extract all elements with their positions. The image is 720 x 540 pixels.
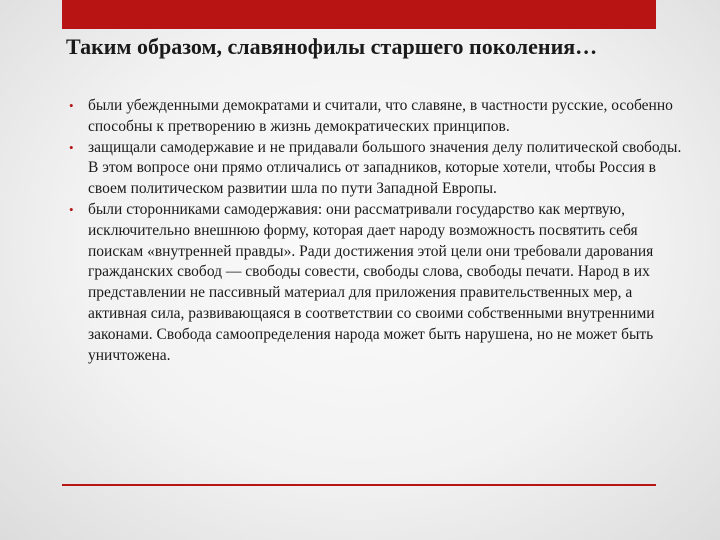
bullet-item-1 [66,96,686,138]
slide-title: Таким образом, славянофилы старшего поколения… [66,34,598,59]
bullet-icon: • [69,139,74,155]
bullet-item-3 [66,200,686,366]
bullet-text-3: были сторонниками самодержавия: они рассматривали государство как мертвую, исключительно внешнюю форму, которая дает народу возможность посвятить себя поискам «внутренней правды». Ради достижения этой цели они требовали дарования гражданских свобод — свободы совести, свободы слова, свободы печати. Народ в их представлении не пассивный материал для приложения правительственных мер, а активная сила, развивающаяся в соответствии со своими собственными внутренними законами. Свобода самоопределения народа может быть нарушена, но не может быть уничтожена. [88,200,655,364]
bullet-item-2 [66,138,686,200]
bottom-divider [62,484,656,486]
bullet-list [66,96,686,366]
bullet-text-2: защищали самодержавие и не придавали большого значения делу политической свободы. В этом вопросе они прямо отличались от западников, которые хотели, чтобы Россия в своем политическом развитии шла по пути Западной Европы. [88,138,682,198]
top-accent-bar [62,0,656,29]
bullet-text-1: были убежденными демократами и считали, что славяне, в частности русские, особенно способны к претворению в жизнь демократических принципов. [88,97,673,135]
bullet-icon: • [69,201,74,217]
bullet-icon: • [69,98,74,113]
